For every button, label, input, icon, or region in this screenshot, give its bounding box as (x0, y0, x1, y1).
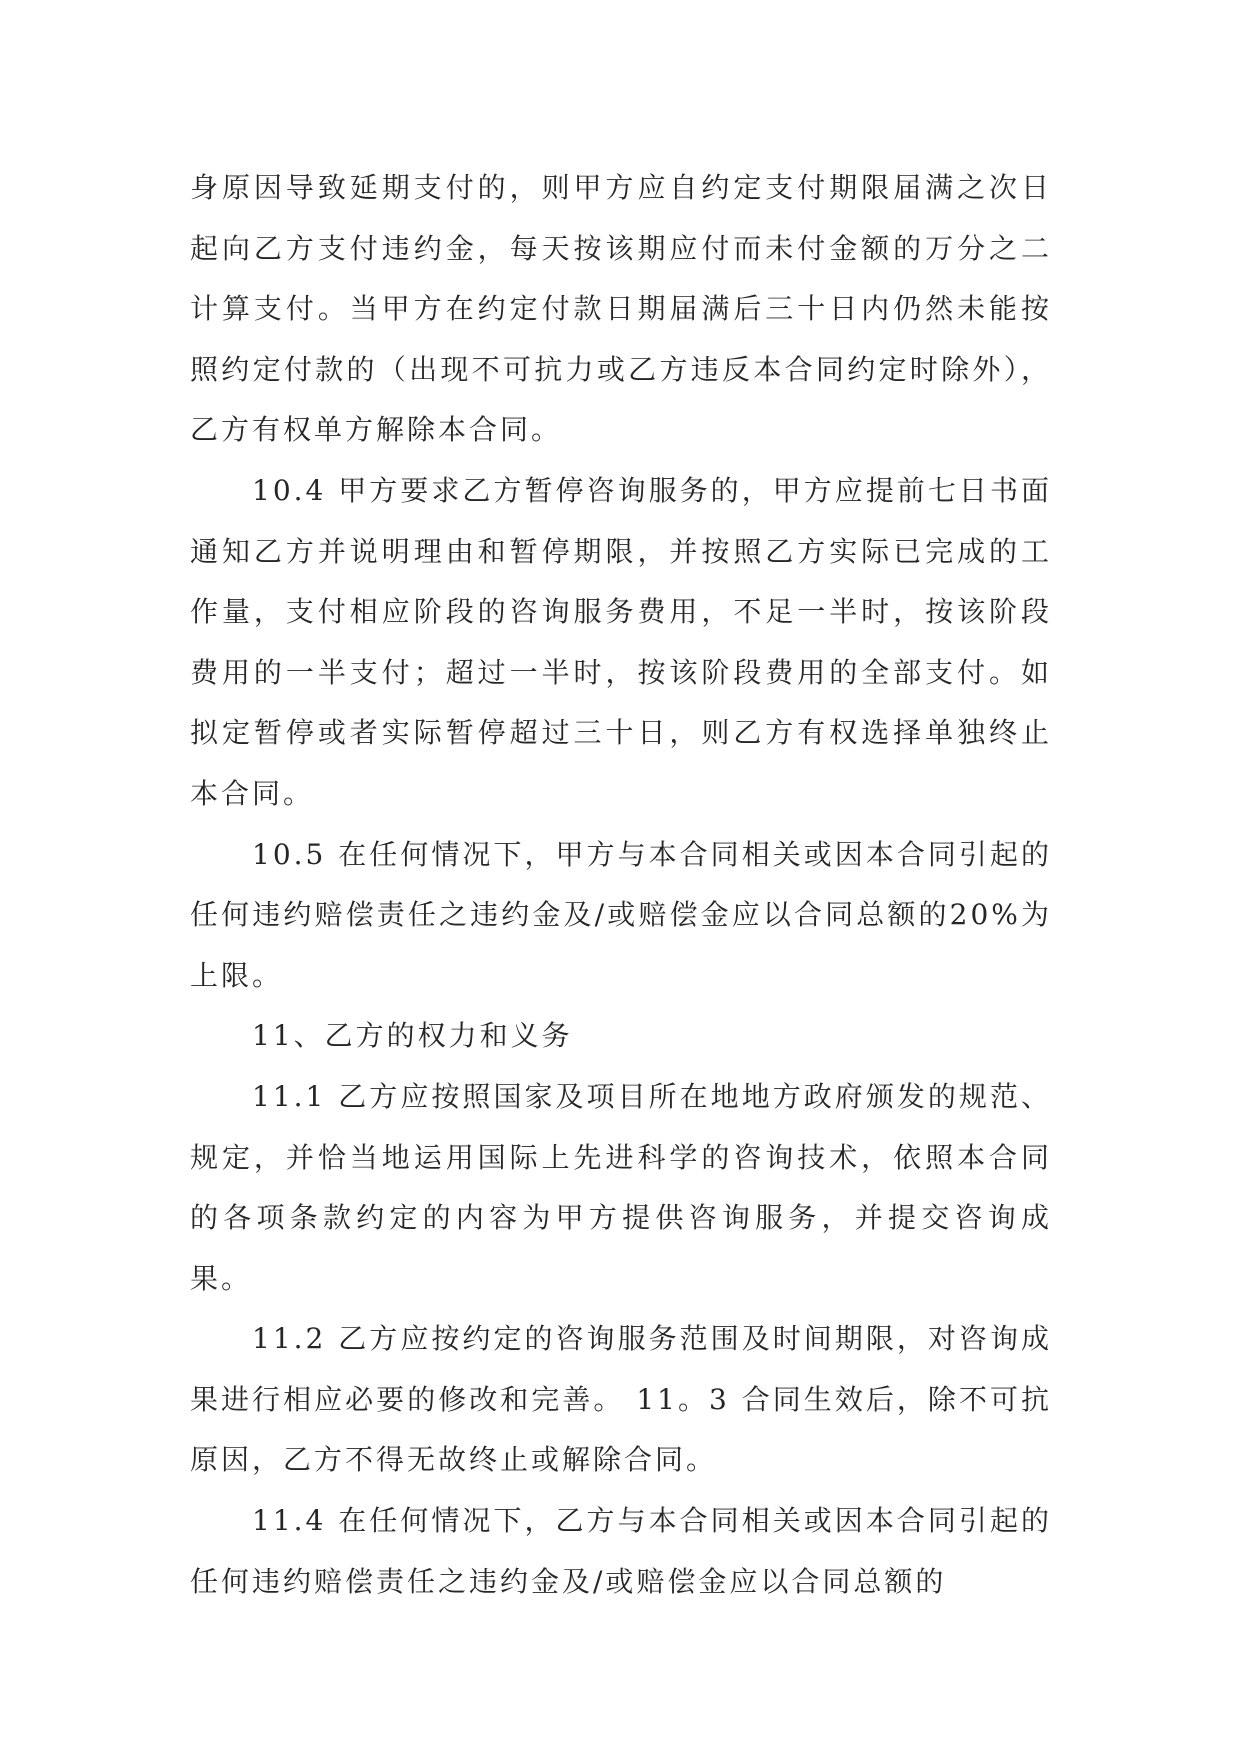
paragraph-11-4: 11.4 在任何情况下，乙方与本合同相关或因本合同引起的任何违约赔偿责任之违约金及/或赔偿金应以合同总额的 (190, 1504, 1052, 1598)
paragraph-11-2: 11.2 乙方应按约定的咨询服务范围及时间期限，对咨询成果进行相应必要的修改和完善。 11。3 合同生效后，除不可抗原因，乙方不得无故终止或解除合同。 (190, 1322, 1052, 1477)
paragraph-11-1: 11.1 乙方应按照国家及项目所在地地方政府颁发的规范、规定，并恰当地运用国际上先进科学的咨询技术，依照本合同的各项条款约定的内容为甲方提供咨询服务，并提交咨询成果。 (190, 1079, 1052, 1295)
paragraph-10-4: 10.4 甲方要求乙方暂停咨询服务的，甲方应提前七日书面通知乙方并说明理由和暂停期限，并按照乙方实际已完成的工作量，支付相应阶段的咨询服务费用，不足一半时，按该阶段费用的一半支付；超过一半时，按该阶段费用的全部支付。如拟定暂停或者实际暂停超过三十日，则乙方有权选择单独终止本合同。 (190, 473, 1052, 810)
paragraph-10-3-continuation: 身原因导致延期支付的，则甲方应自约定支付期限届满之次日起向乙方支付违约金，每天按该期应付而未付金额的万分之二计算支付。当甲方在约定付款日期届满后三十日内仍然未能按照约定付款的（出现不可抗力或乙方违反本合同约定时除外），乙方有权单方解除本合同。 (190, 171, 1052, 447)
document-body (190, 158, 1052, 1612)
paragraph-10-5: 10.5 在任何情况下，甲方与本合同相关或因本合同引起的任何违约赔偿责任之违约金及/或赔偿金应以合同总额的20%为上限。 (190, 837, 1052, 992)
section-11-heading: 11、乙方的权力和义务 (252, 1019, 573, 1053)
